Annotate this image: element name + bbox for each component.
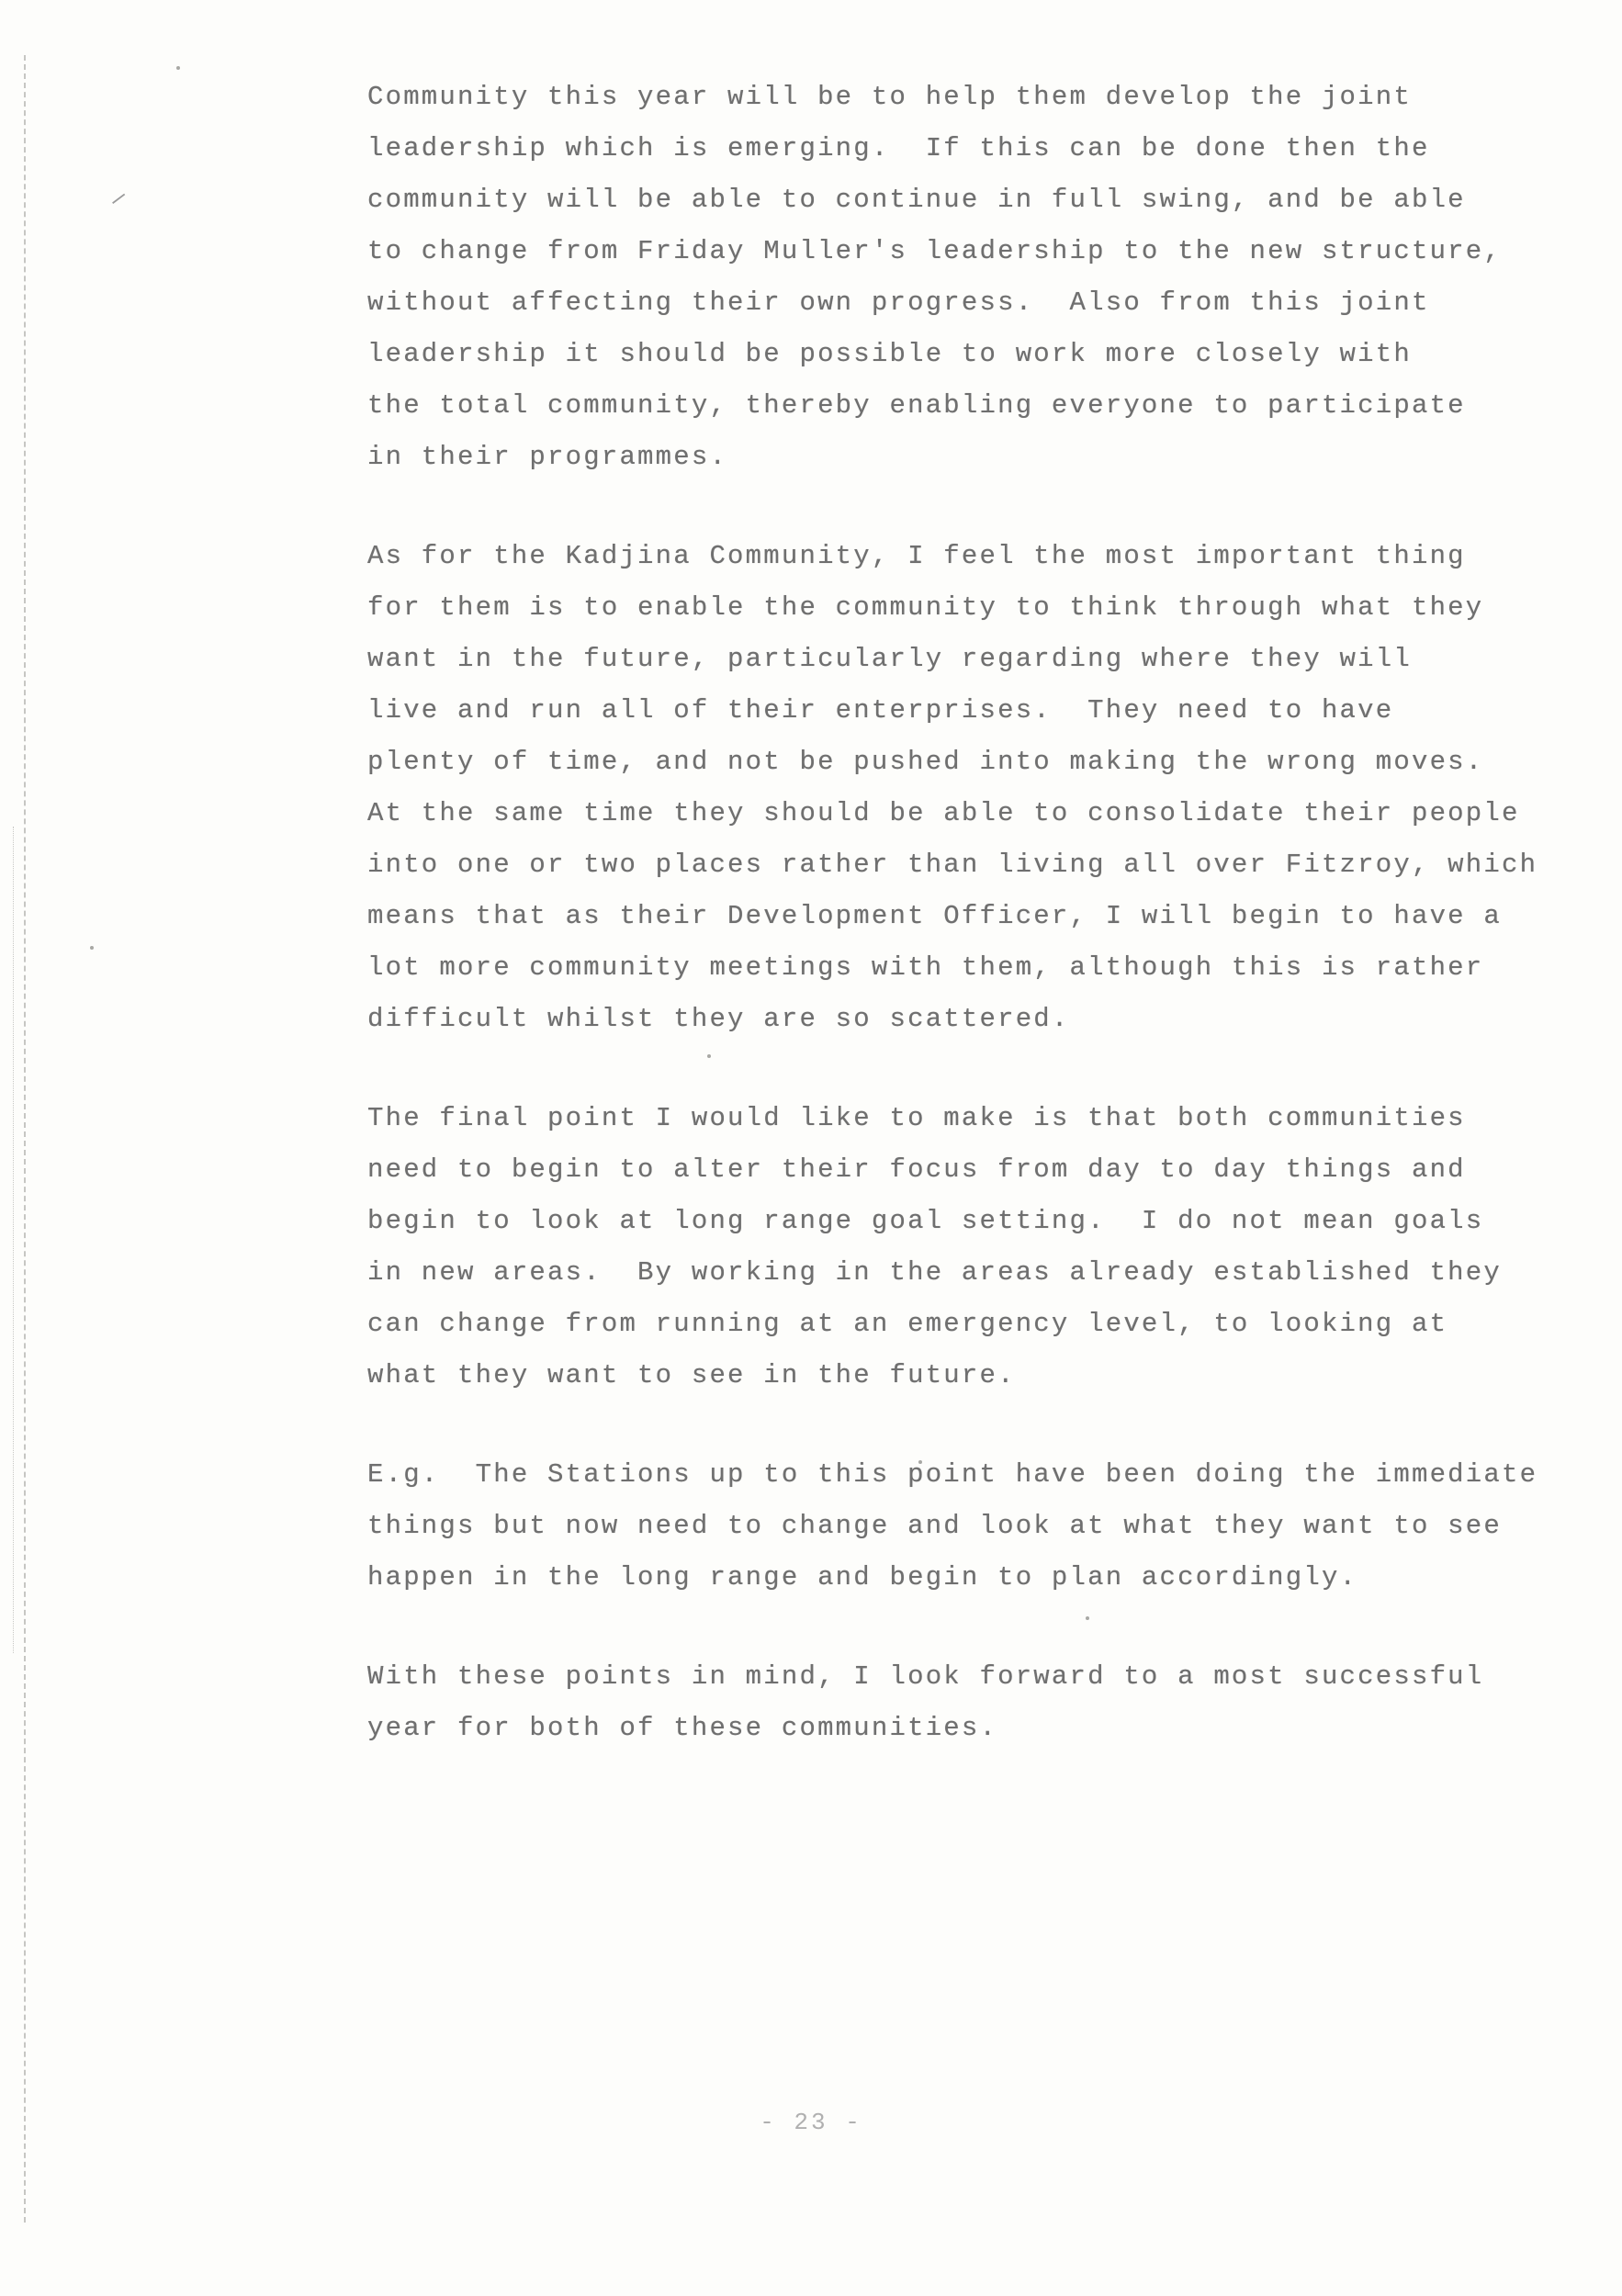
text-line: can change from running at an emergency level, to looking at	[367, 1309, 1448, 1339]
paragraph	[367, 1093, 1506, 1401]
text-line: into one or two places rather than living all over Fitzroy, which	[367, 850, 1538, 880]
text-line: happen in the long range and begin to plan accordingly.	[367, 1562, 1358, 1593]
paragraph	[367, 1449, 1538, 1604]
speck-mark	[90, 946, 94, 950]
text-line: difficult whilst they are so scattered.	[367, 1004, 1070, 1034]
speck-mark	[176, 66, 180, 70]
text-line: in new areas. By working in the areas already established they	[367, 1257, 1502, 1288]
binding-edge	[24, 55, 29, 2223]
text-line: in their programmes.	[367, 442, 728, 472]
text-line: means that as their Development Officer, I will begin to have a	[367, 901, 1502, 931]
text-line: The final point I would like to make is that both communities	[367, 1103, 1466, 1133]
text-line: plenty of time, and not be pushed into making the wrong moves.	[367, 747, 1484, 777]
margin-mark-icon: ⸝	[109, 172, 130, 211]
text-line: At the same time they should be able to consolidate their people	[367, 798, 1520, 828]
text-line: lot more community meetings with them, although this is rather	[367, 952, 1484, 983]
typed-text-body	[367, 72, 1538, 1802]
paragraph	[367, 531, 1538, 1045]
text-line: E.g. The Stations up to this point have been doing the immediate	[367, 1459, 1538, 1490]
text-line: community will be able to continue in full swing, and be able	[367, 185, 1466, 215]
text-line: Community this year will be to help them develop the joint	[367, 82, 1412, 112]
text-line: without affecting their own progress. Also from this joint	[367, 287, 1430, 318]
text-line: for them is to enable the community to think through what they	[367, 592, 1484, 623]
text-line: what they want to see in the future.	[367, 1360, 1016, 1390]
paragraph	[367, 72, 1506, 483]
text-line: to change from Friday Muller's leadership to the new structure,	[367, 236, 1502, 266]
text-line: leadership it should be possible to work more closely with	[367, 339, 1412, 369]
page-number: - 23 -	[760, 2109, 862, 2136]
text-line: As for the Kadjina Community, I feel the most important thing	[367, 541, 1466, 571]
text-line: things but now need to change and look at what they want to see	[367, 1511, 1502, 1541]
text-line: want in the future, particularly regarding where they will	[367, 644, 1412, 674]
binding-edge-secondary	[13, 827, 16, 1653]
paragraph	[367, 1651, 1506, 1754]
text-line: leadership which is emerging. If this can be done then the	[367, 133, 1430, 163]
text-line: begin to look at long range goal setting. I do not mean goals	[367, 1206, 1484, 1236]
text-line: the total community, thereby enabling everyone to participate	[367, 390, 1466, 421]
text-line: live and run all of their enterprises. They need to have	[367, 695, 1394, 726]
text-line: need to begin to alter their focus from day to day things and	[367, 1154, 1466, 1185]
text-line: year for both of these communities.	[367, 1713, 998, 1743]
text-line: With these points in mind, I look forward to a most successful	[367, 1661, 1484, 1692]
